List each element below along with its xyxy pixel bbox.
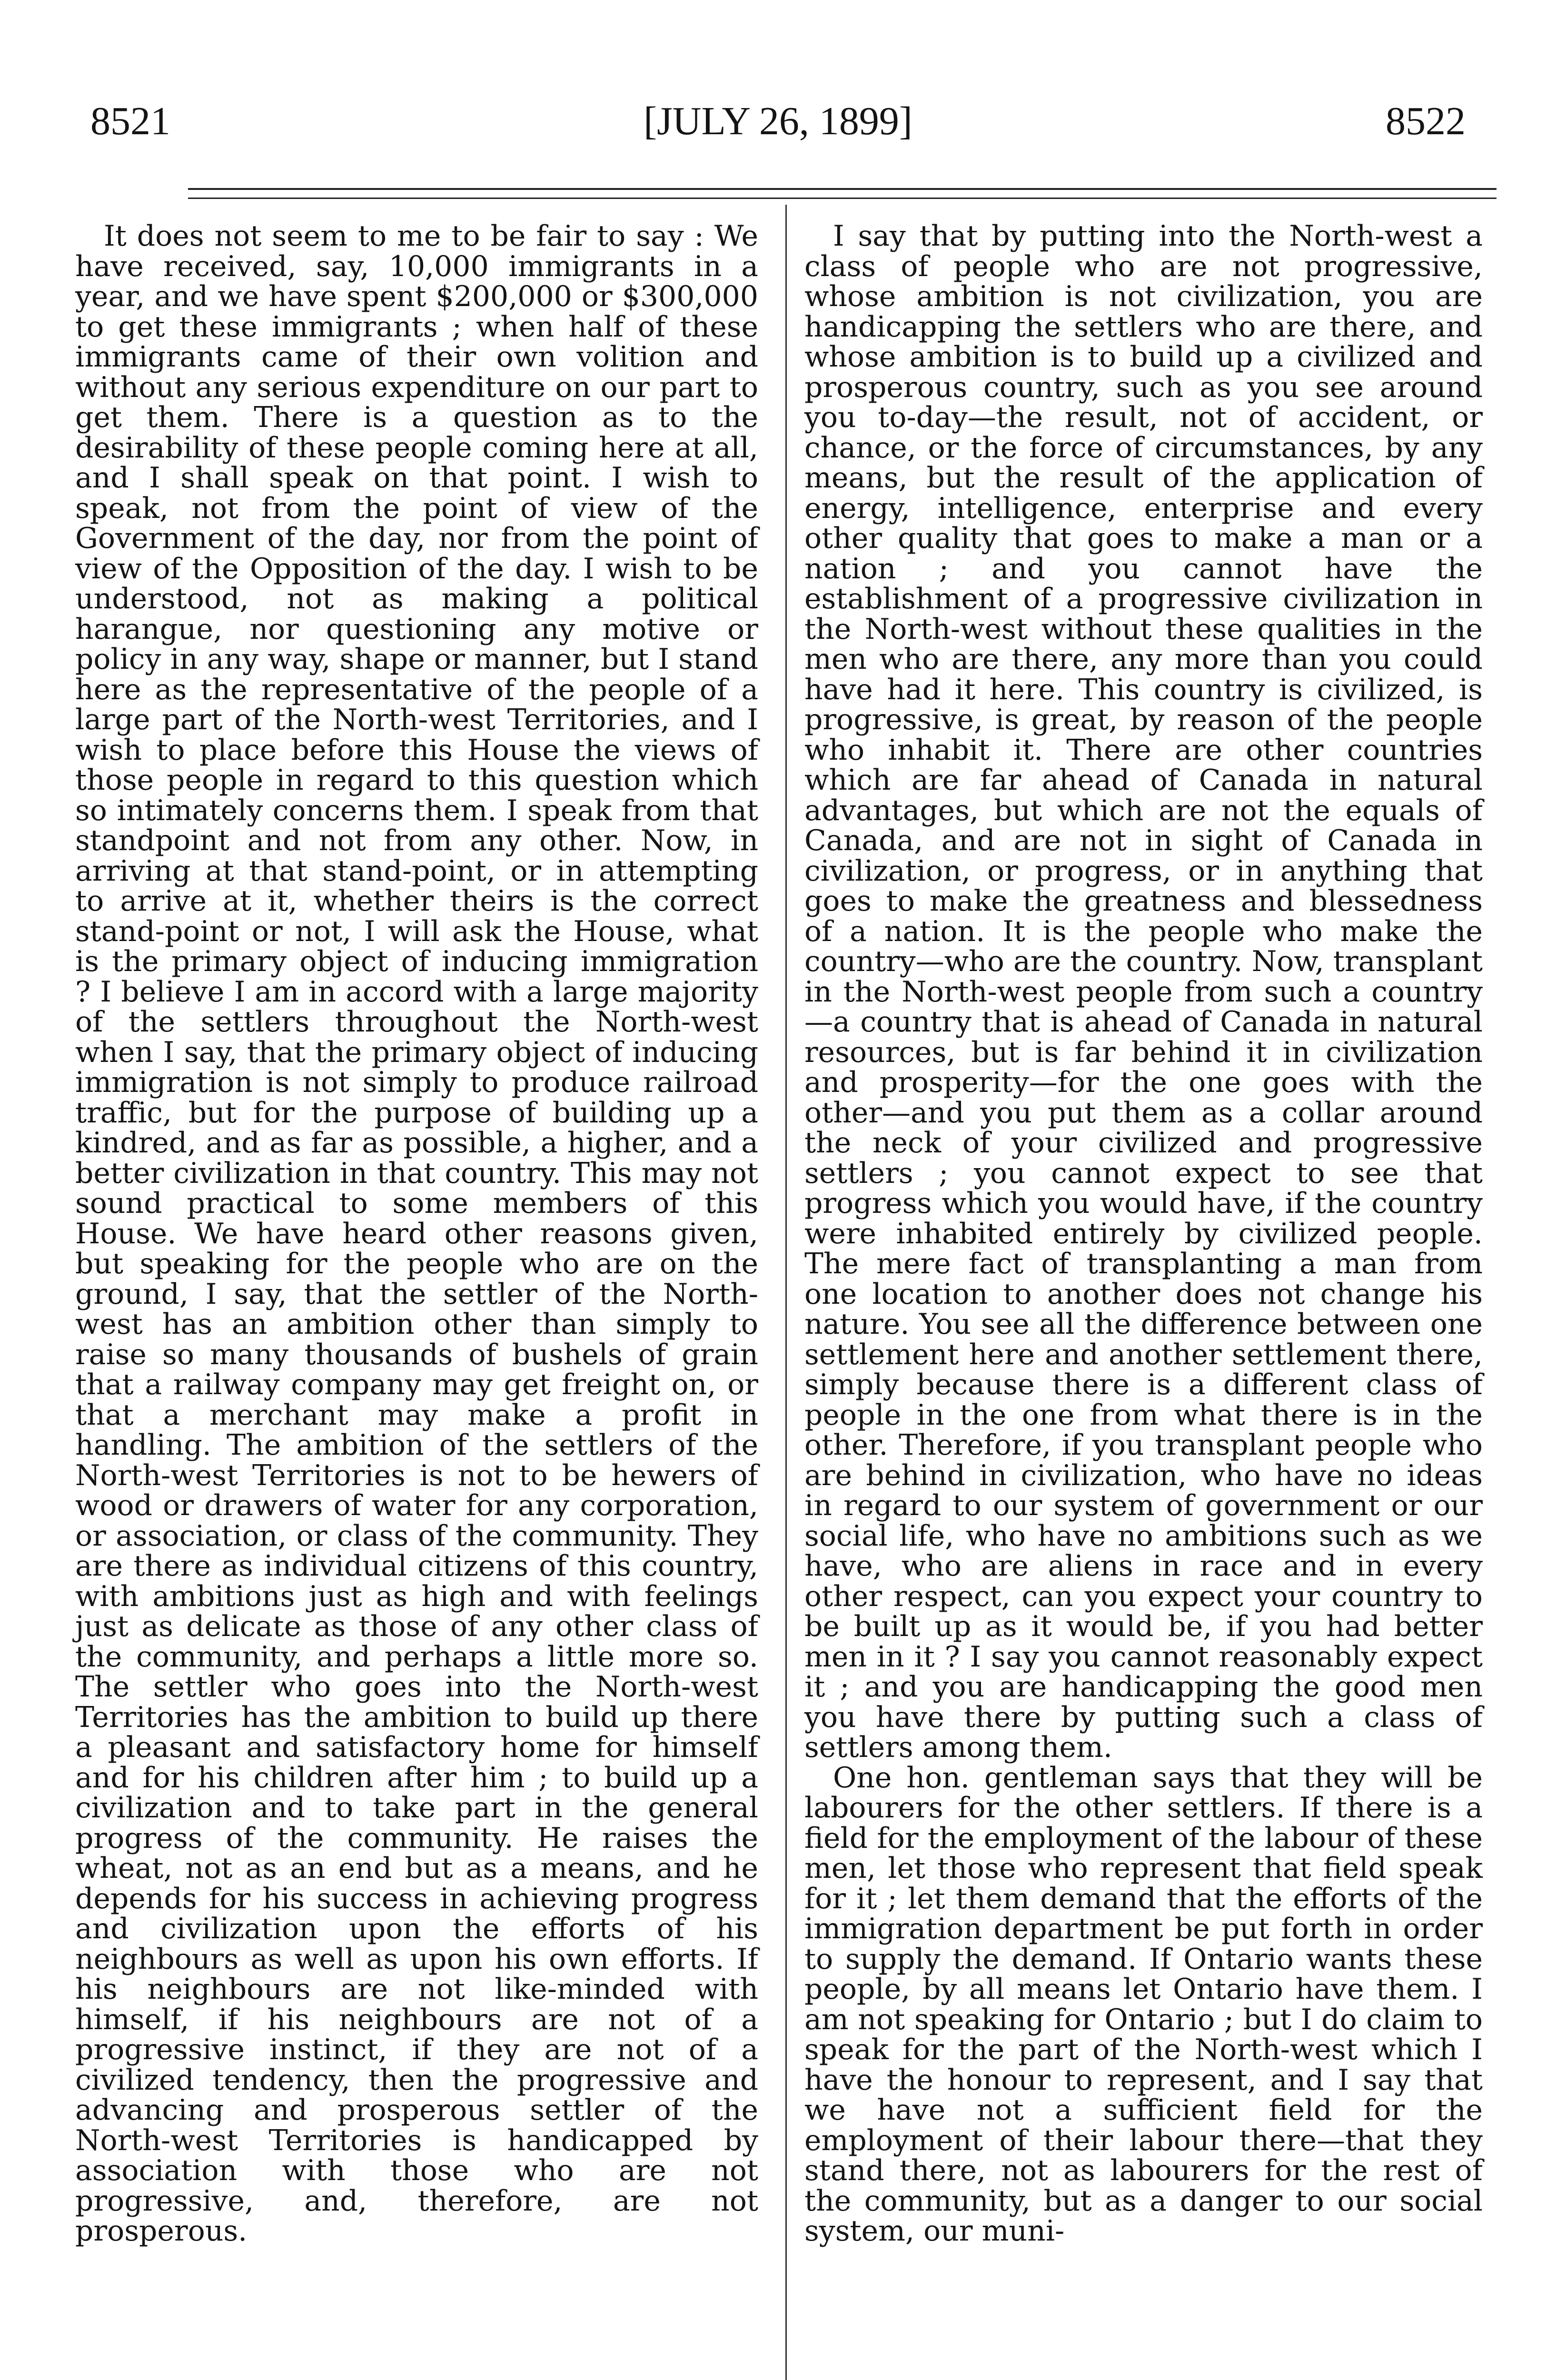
header-rule-top [188, 188, 1497, 190]
page-header [90, 95, 1466, 148]
column-divider [785, 205, 787, 2380]
right-column [804, 221, 1483, 2247]
left-paragraph-1: It does not seem to me to be fair to say : We have received, say, 10,000 immigrants in a year, and we have spent $200,000 or $300,000 to get these immigrants ; when half of these immigrants came of their own volition and without any serious expenditure on our part to get them. There is a question as to the desirability of these people coming here at all, and I shall speak on that point. I wish to speak, not from the point of view of the Government of the day, nor from the point of view of the Opposition of the day. I wish to be understood, not as making a political harangue, nor questioning any motive or policy in any way, shape or manner, but I stand here as the representative of the people of a large part of the North-west Territories, and I wish to place before this House the views of those people in regard to this question which so intimately concerns them. I speak from that standpoint and not from any other. Now, in arriving at that stand-point, or in attempting to arrive at it, whether theirs is the correct stand-point or not, I will ask the House, what is the primary object of inducing immigration ? I believe I am in accord with a large majority of the settlers throughout the North-west when I say, that the primary object of inducing immigration is not simply to produce railroad traffic, but for the purpose of building up a kindred, and as far as possible, a higher, and a better civilization in that country. This may not sound practical to some members of this House. We have heard other reasons given, but speaking for the people who are on the ground, I say, that the settler of the North-west has an ambition other than simply to raise so many thousands of bushels of grain that a railway company may get freight on, or that a merchant may make a profit in handling. The ambition of the settlers of the North-west Territories is not to be hewers of wood or drawers of water for any corporation, or association, or class of the community. They are there as individual citizens of this country, with ambitions just as high and with feelings just as delicate as those of any other class of the community, and perhaps a little more so. The settler who goes into the North-west Territories has the ambition to build up there a pleasant and satisfactory home for himself and for his children after him ; to build up a civilization and to take part in the general progress of the community. He raises the wheat, not as an end but as a means, and he depends for his success in achieving progress and civilization upon the efforts of his neighbours as well as upon his own efforts. If his neighbours are not like-minded with himself, if his neighbours are not of a progressive instinct, if they are not of a civilized tendency, then the progressive and advancing and prosperous settler of the North-west Territories is handicapped by association with those who are not progressive, and, therefore, are not prosperous. [75, 219, 758, 2248]
header-date: [JULY 26, 1899] [644, 99, 912, 143]
left-column [75, 221, 758, 2247]
right-page-number: 8522 [1386, 99, 1466, 143]
left-page-number: 8521 [90, 99, 170, 143]
right-paragraph-1: I say that by putting into the North-west a class of people who are not progressive, whose ambition is not civilization, you are handicapping the settlers who are there, and whose ambition is to build up a civilized and prosperous country, such as you see around you to-day—the result, not of accident, or chance, or the force of circumstances, by any means, but the result of the application of energy, intelligence, enterprise and every other quality that goes to make a man or a nation ; and you cannot have the establishment of a progressive civilization in the North-west without these qualities in the men who are there, any more than you could have had it here. This country is civilized, is progressive, is great, by reason of the people who inhabit it. There are other countries which are far ahead of Canada in natural advantages, but which are not the equals of Canada, and are not in sight of Canada in civilization, or progress, or in anything that goes to make the greatness and blessedness of a nation. It is the people who make the country—who are the country. Now, transplant in the North-west people from such a country—a country that is ahead of Canada in natural resources, but is far behind it in civilization and prosperity—for the one goes with the other—and you put them as a collar around the neck of your civilized and progressive settlers ; you cannot expect to see that progress which you would have, if the country were inhabited entirely by civilized people. The mere fact of transplanting a man from one location to another does not change his nature. You see all the difference between one settlement here and another settlement there, simply because there is a different class of people in the one from what there is in the other. Therefore, if you transplant people who are behind in civilization, who have no ideas in regard to our system of government or our social life, who have no ambitions such as we have, who are aliens in race and in every other respect, can you expect your country to be built up as it would be, if you had better men in it ? I say you cannot reasonably expect it ; and you are handicapping the good men you have there by putting such a class of settlers among them. [804, 219, 1483, 1764]
header-rule-bottom [188, 198, 1497, 199]
right-paragraph-2: One hon. gentleman says that they will be labourers for the other settlers. If there is a field for the employment of the labour of these men, let those who represent that field speak for it ; let them demand that the efforts of the immigration department be put forth in order to supply the demand. If Ontario wants these people, by all means let Ontario have them. I am not speaking for Ontario ; but I do claim to speak for the part of the North-west which I have the honour to represent, and I say that we have not a sufficient field for the employment of their labour there—that they stand there, not as labourers for the rest of the community, but as a danger to our social system, our muni- [804, 1761, 1483, 2248]
